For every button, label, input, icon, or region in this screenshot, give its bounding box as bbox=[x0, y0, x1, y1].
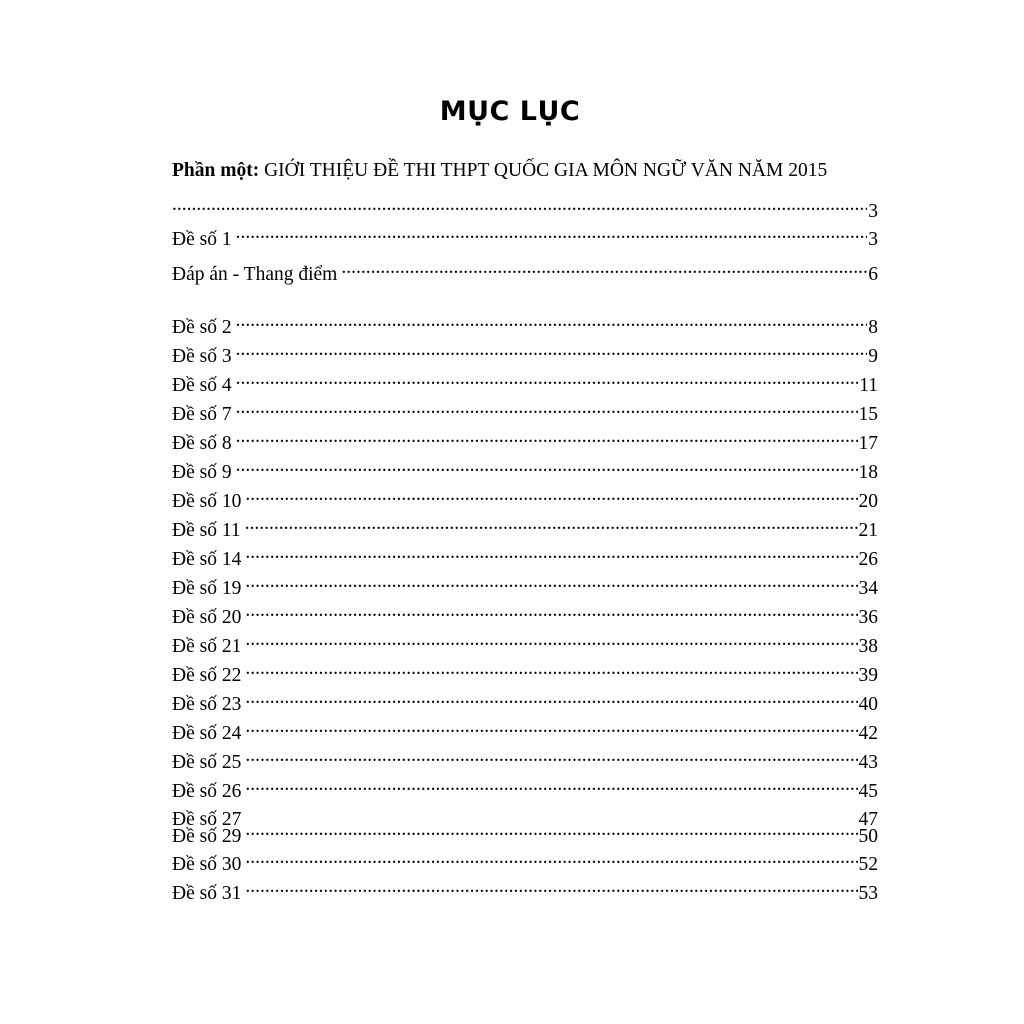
dot-leader bbox=[236, 454, 858, 478]
dot-leader bbox=[341, 256, 867, 280]
toc-entry-page: 6 bbox=[868, 264, 878, 285]
toc-entry-label: Đề số 21 bbox=[172, 636, 242, 657]
toc-entry bbox=[172, 599, 878, 630]
toc-entry-label: Đề số 20 bbox=[172, 607, 242, 628]
dot-leader bbox=[236, 425, 858, 449]
toc-entry-label: Đề số 19 bbox=[172, 578, 242, 599]
part-heading bbox=[172, 160, 892, 182]
toc-entry bbox=[172, 541, 878, 572]
toc-entry-page: 18 bbox=[858, 462, 878, 483]
toc-entry-label: Đề số 30 bbox=[172, 854, 242, 875]
dot-leader bbox=[245, 686, 857, 710]
toc-entry-page: 26 bbox=[858, 549, 878, 570]
toc-entry-label: Đề số 29 bbox=[172, 826, 242, 847]
toc-entry bbox=[172, 744, 878, 775]
toc-entry bbox=[172, 818, 878, 849]
toc-entry-label: Đề số 3 bbox=[172, 346, 232, 367]
toc-entry-label: Đáp án - Thang điểm bbox=[172, 264, 338, 285]
toc-entry-page: 53 bbox=[858, 883, 878, 904]
dot-leader bbox=[245, 715, 857, 739]
toc-entry bbox=[172, 846, 878, 877]
dot-leader bbox=[245, 875, 857, 899]
dot-leader bbox=[245, 628, 857, 652]
toc-entry-label: Đề số 11 bbox=[172, 520, 241, 541]
toc-entry bbox=[172, 221, 878, 252]
toc-entry-page: 15 bbox=[858, 404, 878, 425]
part-heading-text: GIỚI THIỆU ĐỀ THI THPT QUỐC GIA MÔN NGỮ VĂN NĂM 2015 bbox=[259, 160, 828, 181]
toc-entry-page: 38 bbox=[858, 636, 878, 657]
dot-leader bbox=[245, 773, 857, 797]
toc-entry bbox=[172, 715, 878, 746]
dot-leader bbox=[245, 657, 857, 681]
toc-entry-label: Đề số 26 bbox=[172, 781, 242, 802]
toc-entry bbox=[172, 425, 878, 456]
toc-entry-page: 3 bbox=[868, 229, 878, 250]
toc-entry-page: 36 bbox=[858, 607, 878, 628]
dot-leader bbox=[236, 396, 858, 420]
toc-entry-label: Đề số 10 bbox=[172, 491, 242, 512]
toc-entry-label: Đề số 23 bbox=[172, 694, 242, 715]
toc-entry bbox=[172, 657, 878, 688]
toc-entry-page: 40 bbox=[858, 694, 878, 715]
dot-leader bbox=[245, 541, 857, 565]
dot-leader bbox=[245, 846, 857, 870]
dot-leader bbox=[245, 483, 857, 507]
dot-leader bbox=[236, 309, 868, 333]
toc-entry-page: 47 bbox=[858, 809, 878, 830]
toc-entry-page: 39 bbox=[858, 665, 878, 686]
toc-entry-label: Đề số 2 bbox=[172, 317, 232, 338]
dot-leader bbox=[236, 221, 868, 245]
dot-leader bbox=[236, 338, 868, 362]
dot-leader bbox=[245, 818, 857, 842]
toc-entry bbox=[172, 875, 878, 906]
toc-entry-label: Đề số 9 bbox=[172, 462, 232, 483]
dot-leader bbox=[245, 744, 857, 768]
toc-entry-page: 42 bbox=[858, 723, 878, 744]
toc-entry-page: 34 bbox=[858, 578, 878, 599]
toc-entry bbox=[172, 512, 878, 543]
toc-entry-label: Đề số 7 bbox=[172, 404, 232, 425]
dot-leader bbox=[236, 367, 859, 391]
toc-entry-label: Đề số 4 bbox=[172, 375, 232, 396]
toc-entry-page: 9 bbox=[868, 346, 878, 367]
toc-entry-page: 17 bbox=[858, 433, 878, 454]
toc-entry-page: 11 bbox=[859, 375, 878, 396]
toc-entry-label: Đề số 1 bbox=[172, 229, 232, 250]
toc-entry bbox=[172, 367, 878, 398]
toc-entry-page: 43 bbox=[858, 752, 878, 773]
toc-entry-label: Đề số 31 bbox=[172, 883, 242, 904]
toc-entry-page: 8 bbox=[868, 317, 878, 338]
toc-entry-label: Đề số 24 bbox=[172, 723, 242, 744]
toc-entry-label: Đề số 25 bbox=[172, 752, 242, 773]
toc-entry bbox=[172, 338, 878, 369]
toc-entry bbox=[172, 309, 878, 340]
page-title: MỤC LỤC bbox=[439, 96, 581, 127]
toc-entry-page: 20 bbox=[858, 491, 878, 512]
toc-entry bbox=[172, 193, 878, 224]
dot-leader bbox=[245, 512, 858, 536]
dot-leader bbox=[245, 599, 857, 623]
toc-entry-page: 52 bbox=[858, 854, 878, 875]
toc-entry bbox=[172, 454, 878, 485]
part-heading-prefix: Phần một: bbox=[172, 160, 260, 181]
toc-entry-page: 50 bbox=[858, 826, 878, 847]
toc-entry bbox=[172, 483, 878, 514]
toc-entry-label: Đề số 8 bbox=[172, 433, 232, 454]
toc-entry bbox=[172, 396, 878, 427]
toc-entry-label: Đề số 27 bbox=[172, 809, 242, 830]
toc-entry-label: Đề số 22 bbox=[172, 665, 242, 686]
toc-entry bbox=[172, 686, 878, 717]
toc-entry bbox=[172, 773, 878, 804]
toc-entry bbox=[172, 256, 878, 287]
toc-entry bbox=[172, 570, 878, 601]
toc-entry-page: 45 bbox=[858, 781, 878, 802]
dot-leader bbox=[245, 570, 857, 594]
toc-entry-label: Đề số 14 bbox=[172, 549, 242, 570]
toc-entry-page: 21 bbox=[858, 520, 878, 541]
dot-leader bbox=[172, 193, 867, 217]
toc-entry bbox=[172, 628, 878, 659]
toc-entry-page: 3 bbox=[868, 201, 878, 222]
